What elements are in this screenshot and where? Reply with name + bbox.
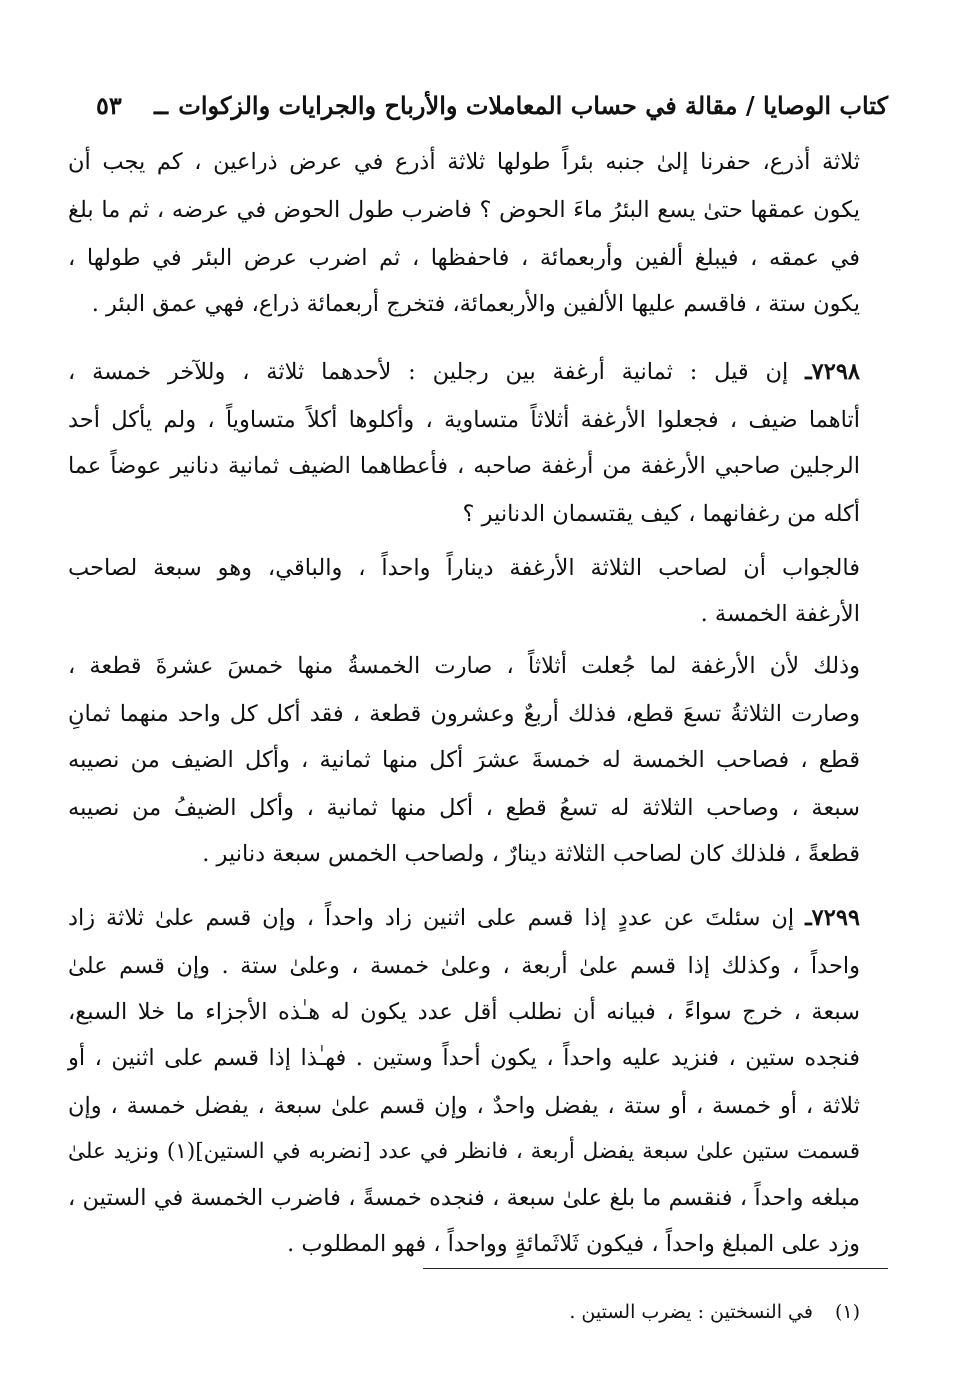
text-line: فنجده ستين ، فنزيد عليه واحداً ، يكون أحداً وستين . فهـٰذا إذا قسم على اثنين ، أو [68,1045,860,1071]
text-segment: إن قيل : ثمانية أرغفة بين رجلين : لأحدهما ثلاثة ، وللآخر خمسة ، [68,359,806,385]
text-line: ثلاثة ، أو خمسة ، أو ستة ، يفضل واحدٌ ، وإن قسم علىٰ سبعة ، يفضل خمسة ، وإن [68,1093,860,1119]
text-line: أتاهما ضيف ، فجعلوا الأرغفة أثلاثاً متساوية ، وأكلوها أكلاً متساوياً ، ولم يأكل أحد [68,407,860,433]
footnote-divider [423,1268,888,1269]
header-dash: ــ [154,91,169,120]
text-line: وزد على المبلغ واحداً ، فيكون ثَلاثَمائةٍ وواحداً ، فهو المطلوب . [287,1231,860,1257]
numbered-line [68,896,860,940]
text-line: أكله من رغفانهما ، كيف يقتسمان الدنانير ؟ [462,501,860,527]
numbered-line [68,350,860,394]
text-line: قسمت ستين علىٰ سبعة يفضل أربعة ، فانظر في عدد [نضربه في الستين](١) ونزيد علىٰ [68,1139,860,1164]
text-line: في عمقه ، فيبلغ ألفين وأربعمائة ، فاحفظها ، ثم اضرب عرض البئر في طولها ، [68,245,860,271]
text-line: الأرغفة الخمسة . [700,601,860,627]
text-line: فالجواب أن لصاحب الثلاثة الأرغفة ديناراً واحداً ، والباقي، وهو سبعة لصاحب [68,555,860,581]
text-line: سبعة ، خرج سواءً ، فبيانه أن نطلب أقل عدد يكون له هـٰذه الأجزاء ما خلا السبع، [68,999,860,1025]
text-line: يكون عمقها حتىٰ يسع البئرُ ماءَ الحوض ؟ فاضرب طول الحوض في عرضه ، ثم ما بلغ [68,197,860,223]
text-line: قطع ، فصاحب الخمسة له خمسةَ عشرَ أكل منها ثمانية ، وأكل الضيف من نصيبه [68,747,860,773]
text-line: الرجلين صاحبي الأرغفة من أرغفة صاحبه ، فأعطاهما الضيف ثمانية دنانير عوضاً عما [68,453,860,479]
text-line: مبلغه واحداً ، فنقسم ما بلغ علىٰ سبعة ، فنجده خمسةً ، فاضرب الخمسة في الستين ، [68,1185,860,1211]
text-line: يكون ستة ، فاقسم عليها الألفين والأربعمائة، فتخرج أربعمائة ذراع، فهي عمق البئر . [91,291,860,317]
text-line: ثلاثة أذرع، حفرنا إلىٰ جنبه بئراً طولها ثلاثة أذرع في عرض ذراعين ، كم يجب أن [68,149,860,175]
text-line: واحداً ، وكذلك إذا قسم علىٰ أربعة ، وعلىٰ خمسة ، وعلىٰ ستة . وإن قسم علىٰ [68,953,860,979]
footnote [569,1295,860,1329]
text-line: وصارت الثلاثةُ تسعَ قطع، فذلك أربعٌ وعشرون قطعة ، فقد أكل كل واحد منهما ثمانِ [68,701,860,727]
footnote-text: في النسختين : يضرب الستين . [569,1301,813,1323]
text-segment: إن سئلتَ عن عددٍ إذا قسم على اثنين زاد واحداً ، وإن قسم علىٰ ثلاثة زاد [68,905,806,931]
header-title: كتاب الوصايا / مقالة في حساب المعاملات والأرباح والجرايات والزكوات [178,91,888,120]
text-line: قطعةً ، فلذلك كان لصاحب الثلاثة دينارٌ ، ولصاحب الخمس سبعة دنانير . [202,841,860,867]
text-line: سبعة ، وصاحب الثلاثة له تسعُ قطع ، أكل منها ثمانية ، وأكل الضيفُ من نصيبه [68,795,860,821]
page-number: ٥٣ [96,91,122,120]
text-line: وذلك لأن الأرغفة لما جُعلت أثلاثاً ، صارت الخمسةُ منها خمسَ عشرةَ قطعة ، [68,653,860,679]
paragraph-number: ٧٢٩٨ـ [805,359,860,385]
running-header [96,86,888,126]
footnote-marker: (١) [834,1301,860,1323]
paragraph-number: ٧٢٩٩ـ [805,905,860,931]
